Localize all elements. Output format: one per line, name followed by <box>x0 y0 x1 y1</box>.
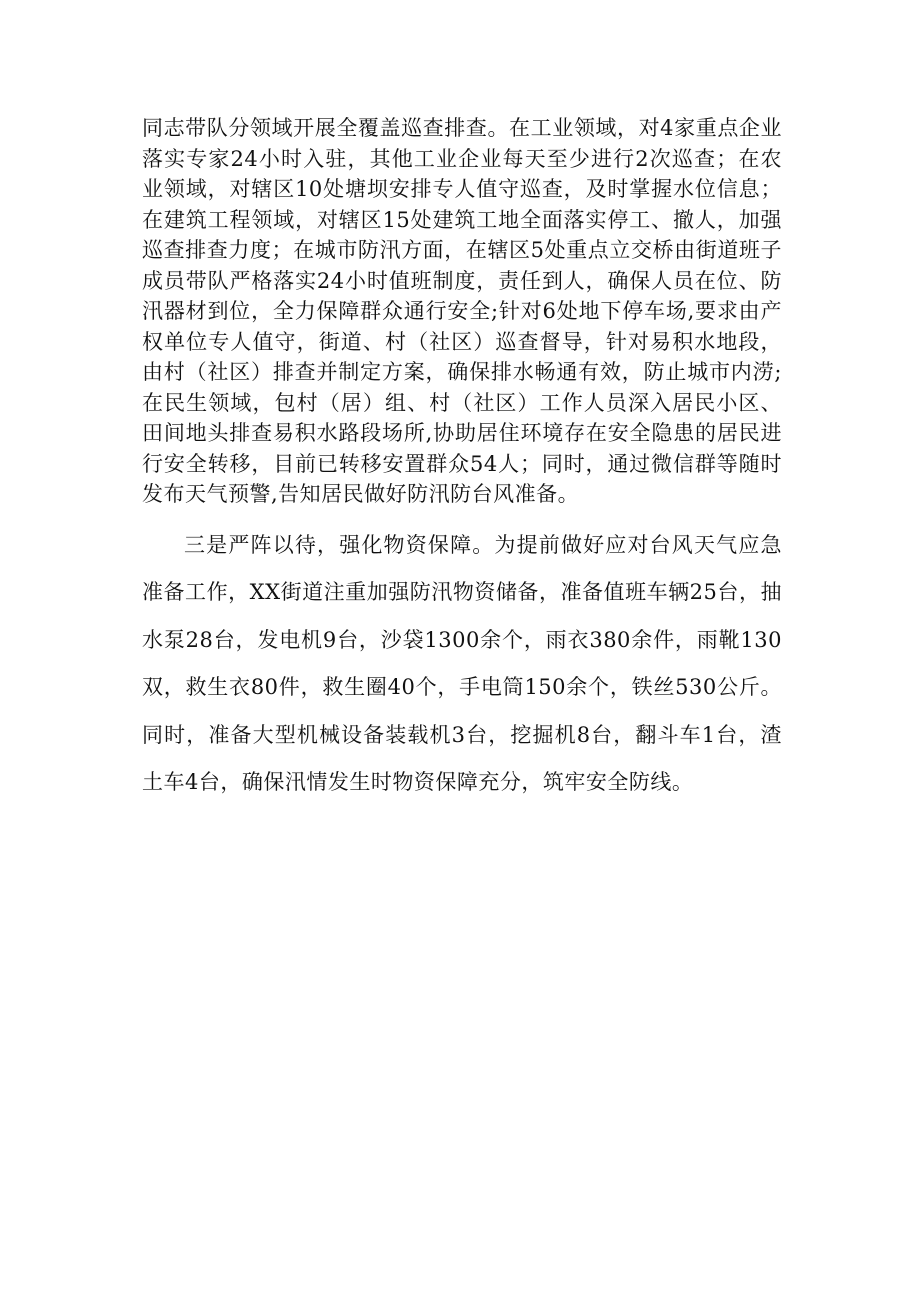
paragraph-material-supplies: 三是严阵以待，强化物资保障。为提前做好应对台风天气应急准备工作，XX街道注重加强防汛物资储备，准备值班车辆25台，抽水泵28台，发电机9台，沙袋1300余个，雨衣380余件，雨靴130双，救生衣80件，救生圈40个，手电筒150余个，铁丝530公斤。同时，准备大型机械设备装载机3台，挖掘机8台，翻斗车1台，渣土车4台，确保汛情发生时物资保障充分，筑牢安全防线。 <box>142 532 782 794</box>
document-body <box>142 113 782 807</box>
paragraph-inspection: 同志带队分领域开展全覆盖巡查排查。在工业领域，对4家重点企业落实专家24小时入驻，其他工业企业每天至少进行2次巡查；在农业领域，对辖区10处塘坝安排专人值守巡查，及时掌握水位信息；在建筑工程领域，对辖区15处建筑工地全面落实停工、撤人，加强巡查排查力度；在城市防汛方面，在辖区5处重点立交桥由街道班子成员带队严格落实24小时值班制度，责任到人，确保人员在位、防汛器材到位，全力保障群众通行安全;针对6处地下停车场,要求由产权单位专人值守，街道、村（社区）巡查督导，针对易积水地段，由村（社区）排查并制定方案，确保排水畅通有效，防止城市内涝;在民生领域，包村（居）组、村（社区）工作人员深入居民小区、田间地头排查易积水路段场所,协助居住环境存在安全隐患的居民进行安全转移，目前已转移安置群众54人；同时，通过微信群等随时发布天气预警,告知居民做好防汛防台风准备。 <box>142 116 782 506</box>
